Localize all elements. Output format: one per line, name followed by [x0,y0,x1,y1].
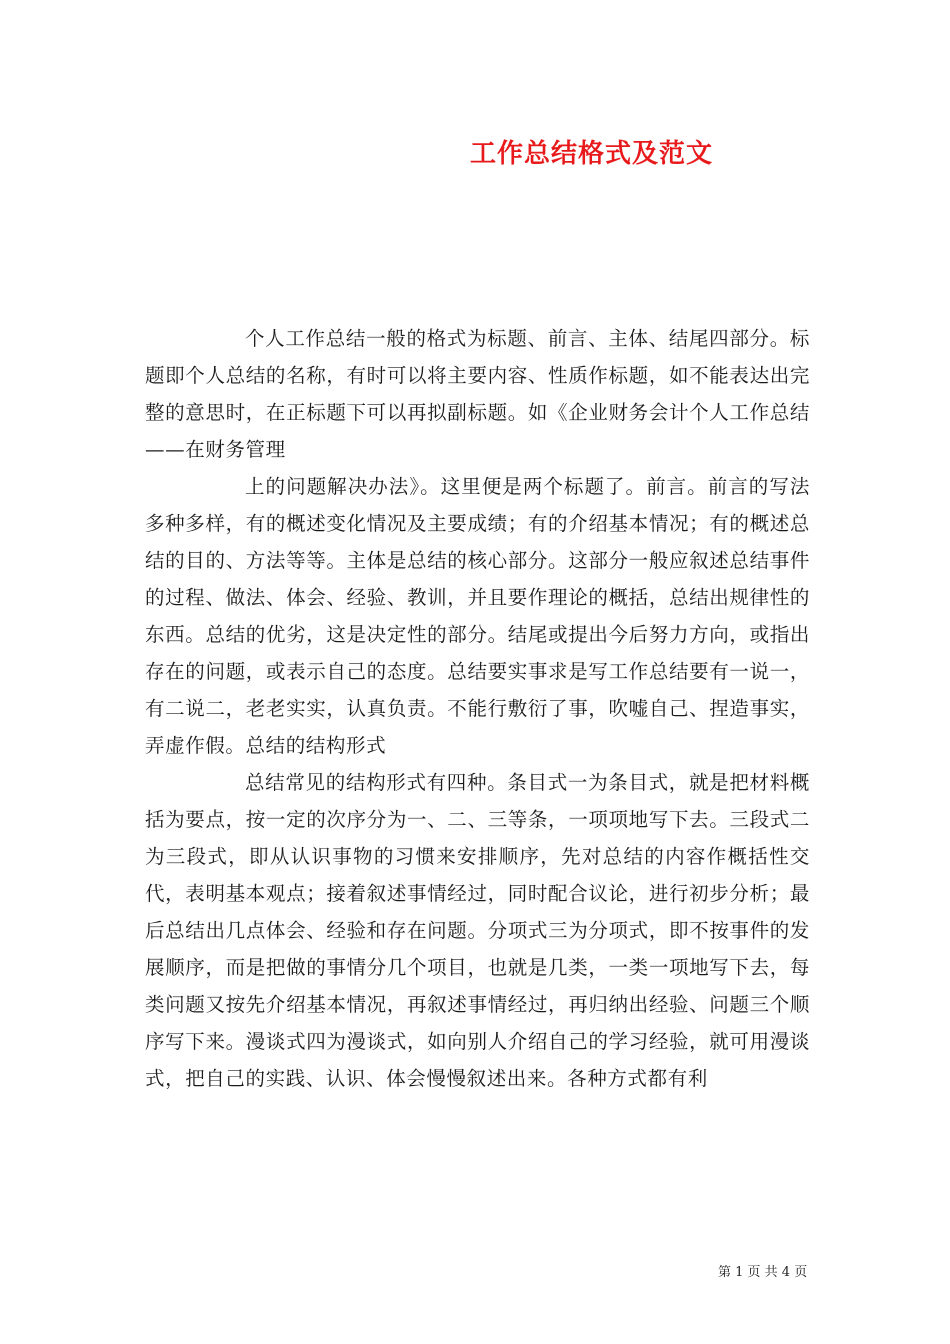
page-number-footer: 第 1 页 共 4 页 [718,1265,808,1280]
paragraph-3: 总结常见的结构形式有四种。条目式一为条目式，就是把材料概括为要点，按一定的次序分为一、二、三等条，一项项地写下去。三段式二为三段式，即从认识事物的习惯来安排顺序，先对总结的内容作概括性交代，表明基本观点；接着叙述事情经过，同时配合议论，进行初步分析；最后总结出几点体会、经验和存在问题。分项式三为分项式，即不按事件的发展顺序，而是把做的事情分几个项目，也就是几类，一类一项地写下去，每类问题又按先介绍基本情况，再叙述事情经过，再归纳出经验、问题三个顺序写下来。漫谈式四为漫谈式，如向别人介绍自己的学习经验，就可用漫谈式，把自己的实践、认识、体会慢慢叙述出来。各种方式都有利 [145,771,810,1090]
paragraph-1: 个人工作总结一般的格式为标题、前言、主体、结尾四部分。标题即个人总结的名称，有时可以将主要内容、性质作标题，如不能表达出完整的意思时，在正标题下可以再拟副标题。如《企业财务会计个人工作总结——在财务管理 [145,327,810,461]
paragraph-2: 上的问题解决办法》。这里便是两个标题了。前言。前言的写法多种多样，有的概述变化情况及主要成绩；有的介绍基本情况；有的概述总结的目的、方法等等。主体是总结的核心部分。这部分一般应叙述总结事件的过程、做法、体会、经验、教训，并且要作理论的概括，总结出规律性的东西。总结的优劣，这是决定性的部分。结尾或提出今后努力方向，或指出存在的问题，或表示自己的态度。总结要实事求是写工作总结要有一说一，有二说二，老老实实，认真负责。不能行敷衍了事，吹嘘自己、捏造事实，弄虚作假。总结的结构形式 [145,475,810,757]
document-body [145,320,810,1097]
document-title: 工作总结格式及范文 [470,139,714,169]
